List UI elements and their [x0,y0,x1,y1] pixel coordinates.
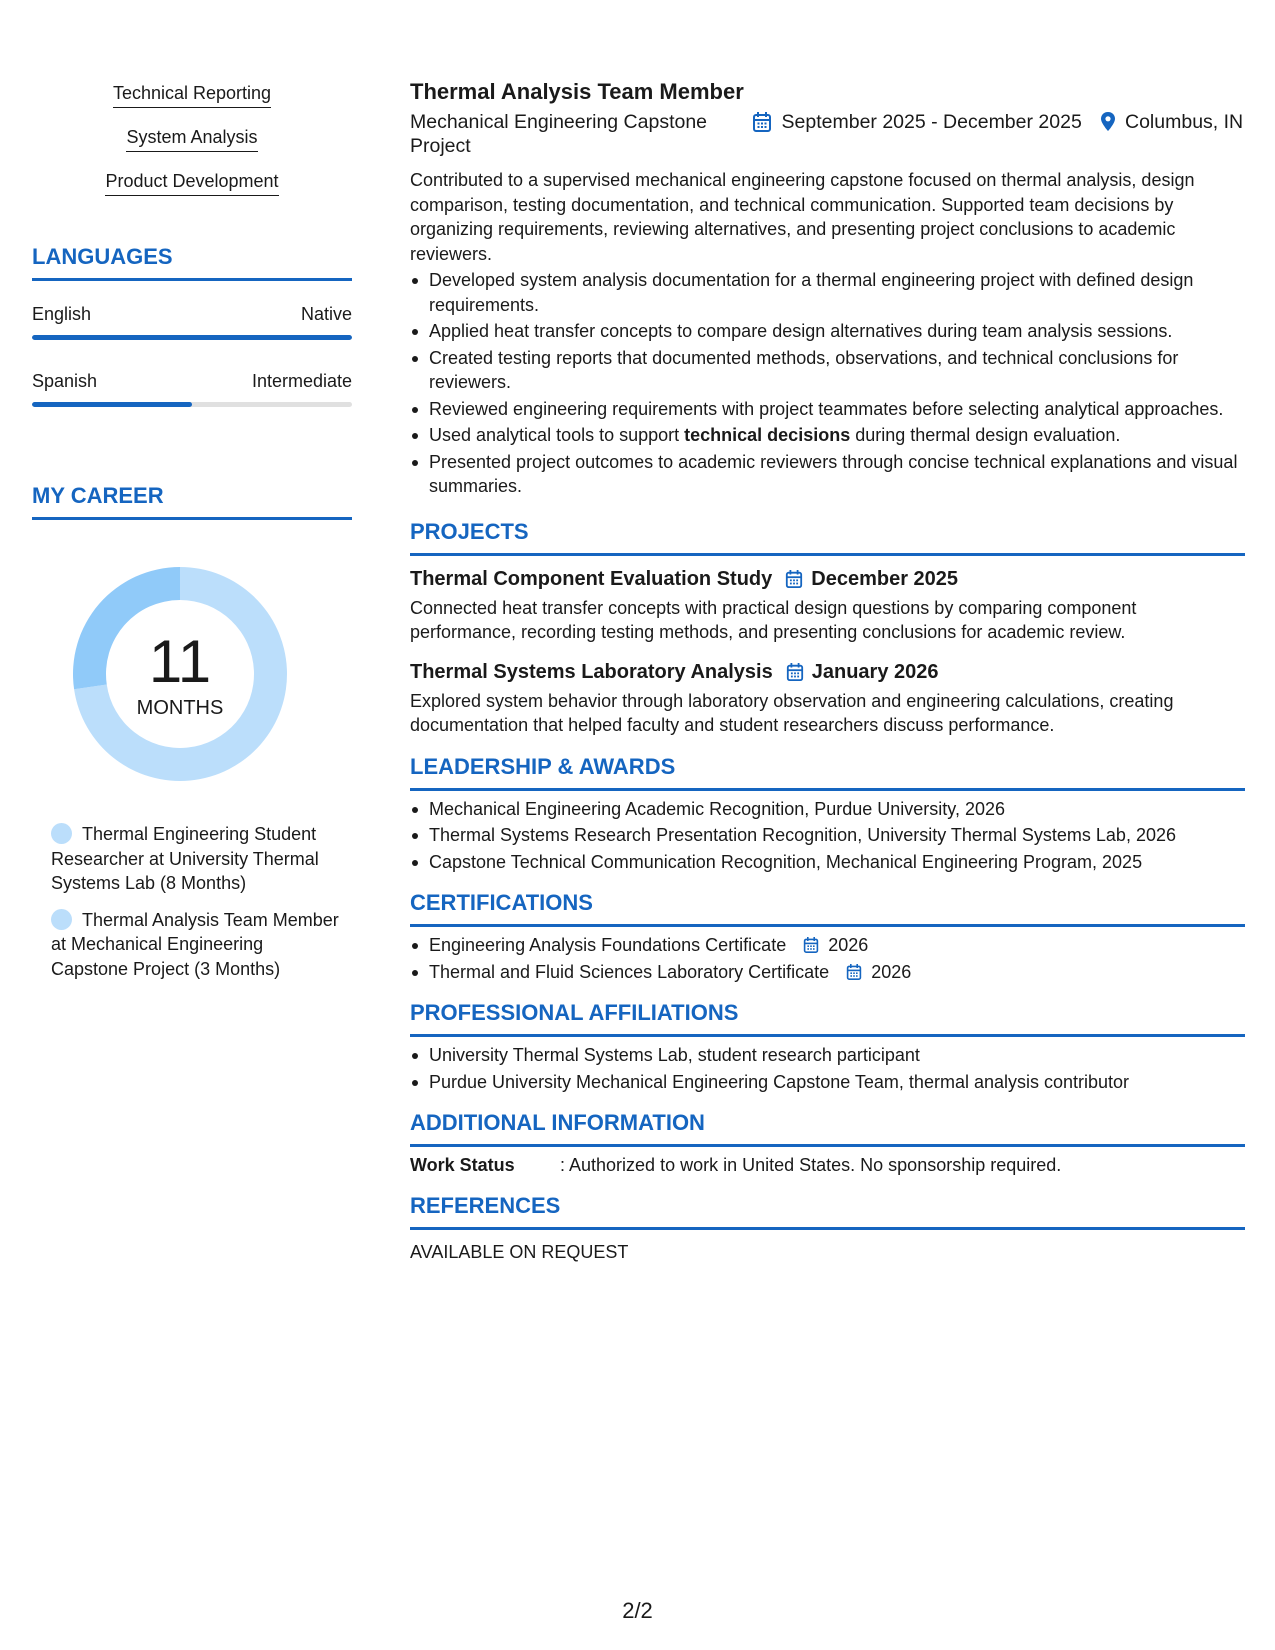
work-status-row [410,1153,1245,1177]
list-item: Reviewed engineering requirements with project teammates before selecting analytical approaches. [410,397,1245,422]
leadership-list [410,797,1245,875]
career-total-unit: MONTHS [136,697,224,719]
language-name: English [32,304,92,324]
project-date: January 2026 [811,660,939,683]
affiliations-section [410,1000,1245,1094]
certifications-section [410,890,1245,984]
work-status-value: : Authorized to work in United States. No sponsorship required. [560,1155,1062,1175]
project-description: Explored system behavior through laboratory observation and engineering calculations, creating documentation that helped faculty and student researchers discuss performance. [410,690,1174,735]
project-title: Thermal Systems Laboratory Analysis [410,660,773,683]
calendar-icon [803,936,819,954]
location-pin-icon [1100,111,1116,133]
project-date: December 2025 [811,567,959,590]
career-total-number: 11 [148,628,212,695]
list-item: Purdue University Mechanical Engineering Capstone Team, thermal analysis contributor [410,1070,1245,1095]
projects-section [410,519,1245,738]
section-rule [410,788,1245,791]
section-heading: LANGUAGES [32,244,173,269]
language-level-bar [32,402,352,407]
section-heading: ADDITIONAL INFORMATION [410,1110,705,1135]
calendar-icon [785,569,803,589]
list-item: Mechanical Engineering Academic Recognition, Purdue University, 2026 [410,797,1245,822]
language-level-bar-fill [32,402,192,407]
job-meta [410,110,1245,158]
section-rule [32,278,352,281]
job-organization: Mechanical Engineering Capstone Project [410,111,708,157]
certification-name: Engineering Analysis Foundations Certificate [429,935,787,955]
list-item [410,933,1245,958]
additional-info-section [410,1110,1245,1177]
project-item [410,566,1245,645]
legend-dot-icon [51,823,72,844]
list-item: Developed system analysis documentation for a thermal engineering project with defined design requirements. [410,268,1245,317]
languages-section [32,244,352,407]
calendar-icon [786,662,804,682]
career-legend [32,822,352,981]
experience-entry [410,78,1245,499]
language-level: Native [300,304,352,324]
section-rule [410,1144,1245,1147]
section-rule [410,553,1245,556]
section-rule [410,924,1245,927]
calendar-icon [846,963,862,981]
project-item [410,659,1245,738]
right-column [410,78,1245,1265]
section-heading: MY CAREER [32,483,164,508]
project-title: Thermal Component Evaluation Study [410,567,773,590]
section-heading: REFERENCES [410,1193,561,1218]
certification-year: 2026 [871,961,912,982]
skills-list [32,82,352,214]
list-item: Created testing reports that documented methods, observations, and technical conclusions for reviewers. [410,346,1245,395]
language-item [32,370,352,407]
certification-year: 2026 [828,935,869,955]
list-item: Thermal Systems Research Presentation Recognition, University Thermal Systems Lab, 2026 [410,823,1245,848]
language-level-bar-fill [32,335,352,340]
language-level-bar [32,335,352,340]
skill-item: Product Development [105,170,278,196]
work-status-label: Work Status [410,1155,515,1175]
references-section [410,1193,1245,1265]
skill-item: Technical Reporting [113,82,271,108]
left-column [32,82,352,981]
list-item [410,960,1245,985]
donut-center [66,628,294,720]
certification-name: Thermal and Fluid Sciences Laboratory Certificate [429,961,830,982]
section-heading: PROJECTS [410,518,529,544]
job-location: Columbus, IN [1100,110,1245,158]
section-heading: LEADERSHIP & AWARDS [410,753,676,779]
legend-dot-icon [51,909,72,930]
job-summary: Contributed to a supervised mechanical engineering capstone focused on thermal analysis, design comparison, testing documentation, and technical communication. Supported team decisions by organizing requirements, reviewing alternatives, and presenting project conclusions to academic reviewers. [410,170,1195,264]
section-rule [410,1227,1245,1230]
list-item: Capstone Technical Communication Recognition, Mechanical Engineering Program, 2025 [410,850,1245,875]
language-item [32,303,352,340]
language-name: Spanish [32,371,98,391]
section-rule [410,1034,1245,1037]
job-dates: September 2025 - December 2025 [752,110,1100,158]
calendar-icon [752,111,772,133]
career-legend-item: Thermal Analysis Team Member at Mechanical Engineering Capstone Project (3 Months) [51,909,339,979]
list-item: Presented project outcomes to academic reviewers through concise technical explanations and visual summaries. [410,450,1245,499]
section-heading: PROFESSIONAL AFFILIATIONS [410,1000,739,1025]
affiliations-list [410,1043,1245,1094]
certifications-list [410,933,1245,984]
list-item: Applied heat transfer concepts to compare design alternatives during team analysis sessions. [410,319,1245,344]
career-legend-item: Thermal Engineering Student Researcher at University Thermal Systems Lab (8 Months) [51,824,319,893]
list-item: University Thermal Systems Lab, student research participant [410,1043,1245,1068]
section-heading: CERTIFICATIONS [410,890,593,915]
career-donut-chart [66,560,294,788]
job-title: Thermal Analysis Team Member [410,79,744,104]
job-bullets [410,268,1245,499]
career-section [32,483,352,981]
skill-item: System Analysis [126,126,257,152]
language-level: Intermediate [251,371,352,391]
leadership-section [410,754,1245,875]
references-text: AVAILABLE ON REQUEST [410,1242,629,1262]
page-number: 2/2 [622,1598,653,1623]
section-rule [32,517,352,520]
list-item: Used analytical tools to support technical decisions during thermal design evaluation. [410,423,1245,448]
project-description: Connected heat transfer concepts with practical design questions by comparing component performance, recording testing methods, and presenting conclusions for academic review. [410,597,1137,642]
